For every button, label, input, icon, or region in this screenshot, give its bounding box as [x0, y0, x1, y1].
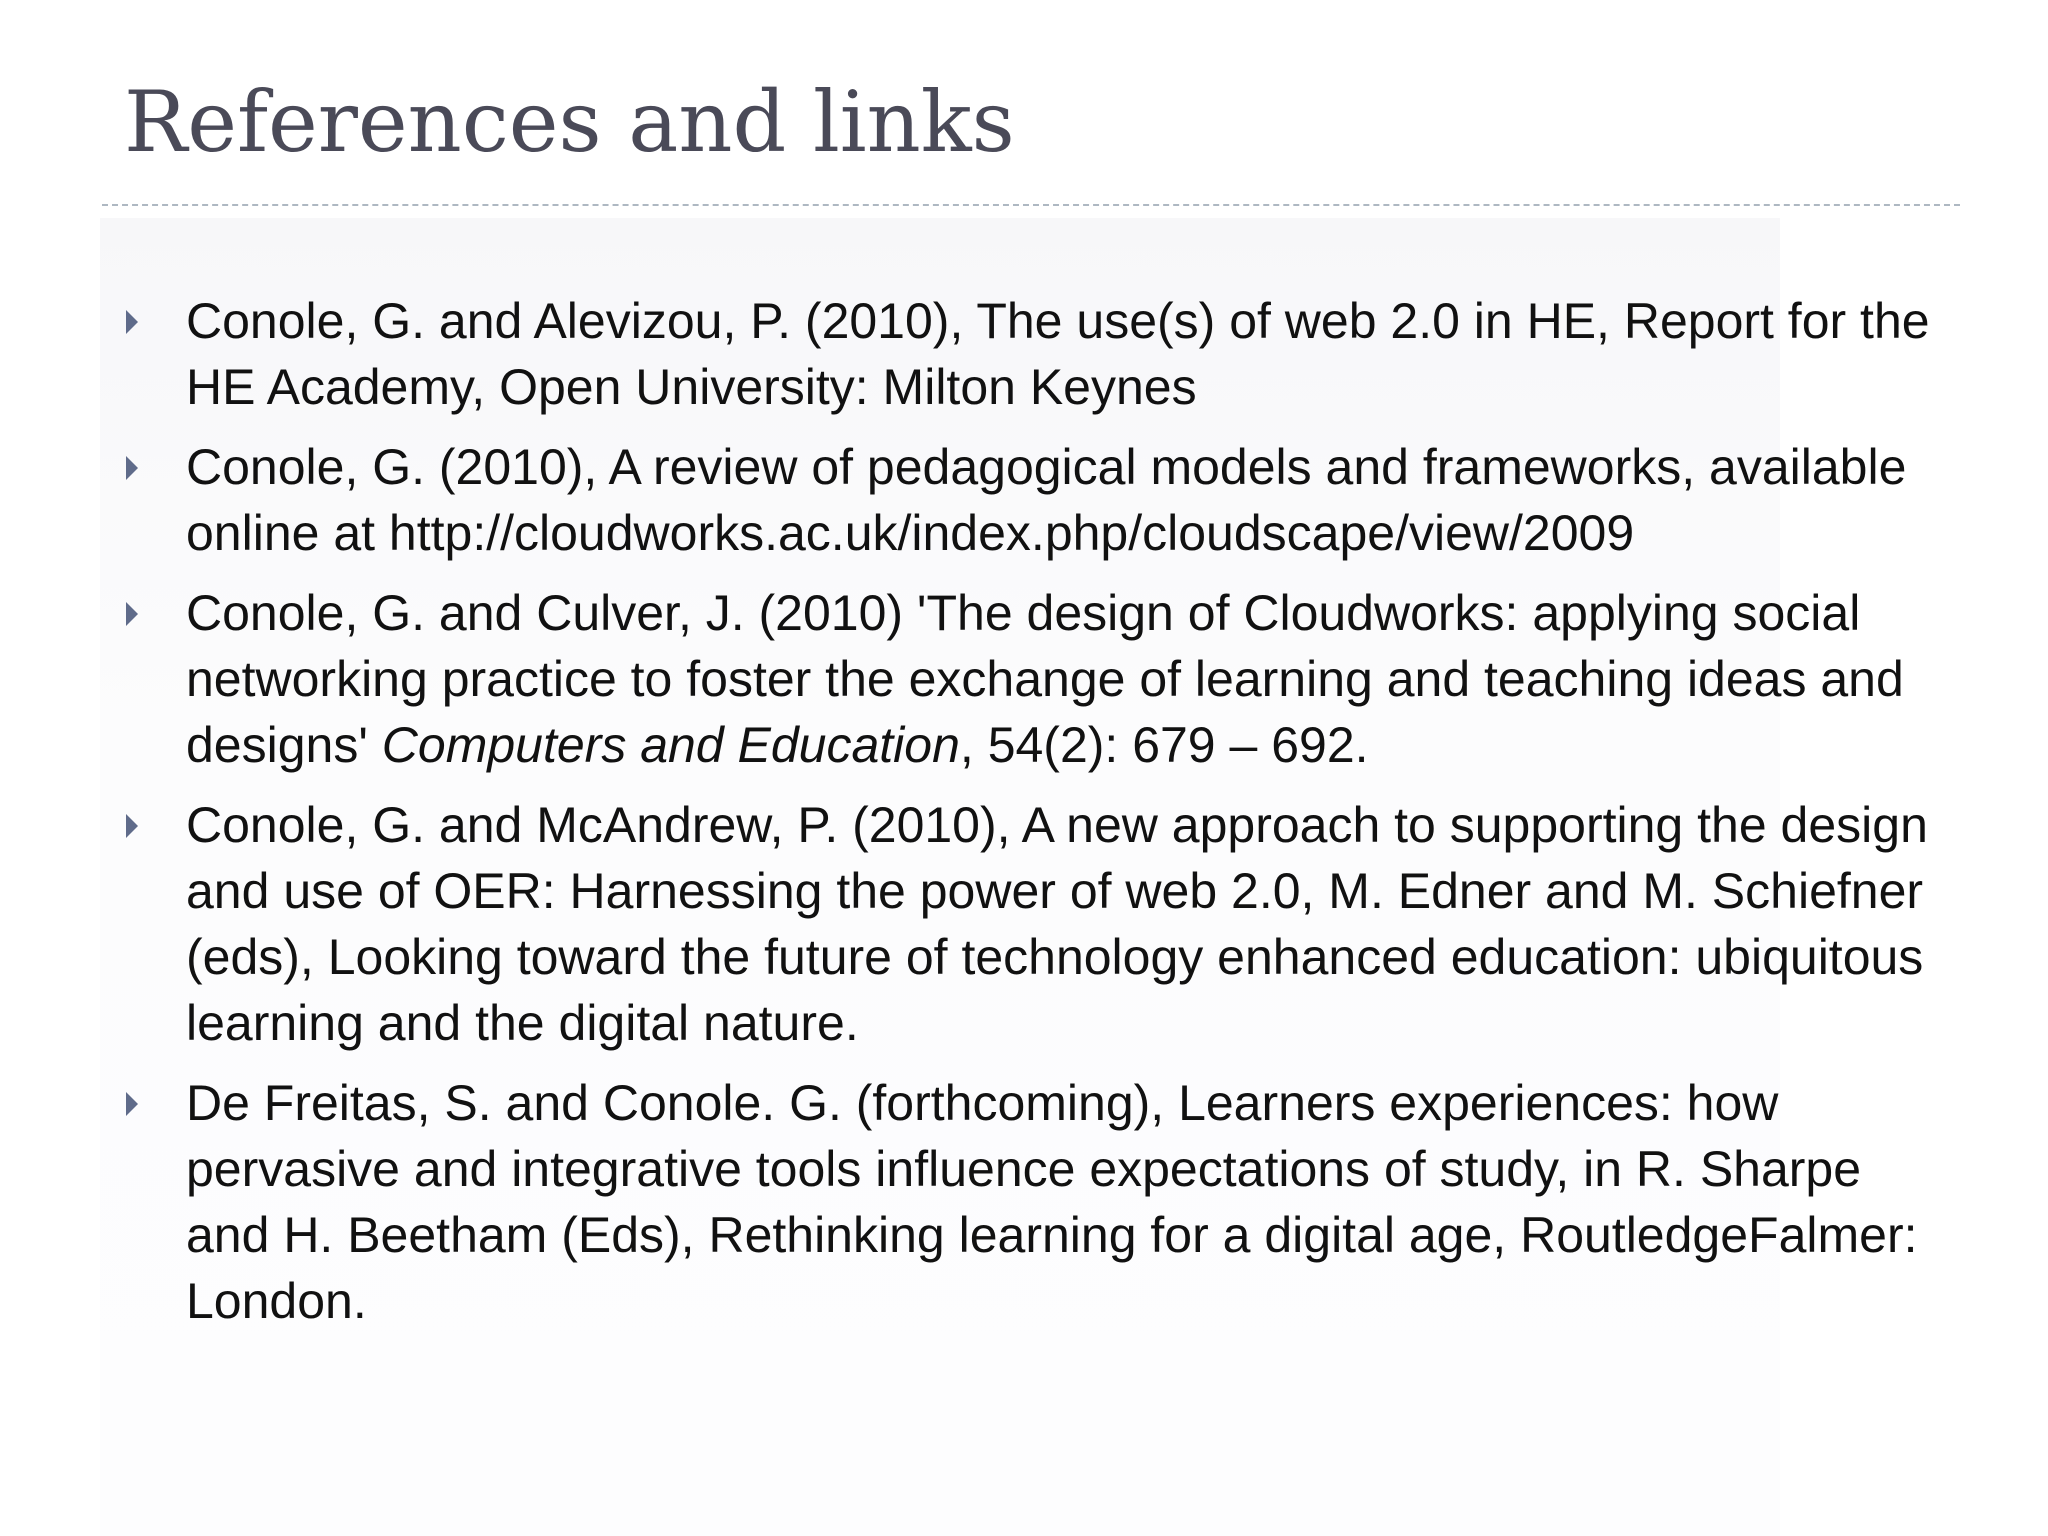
reference-text: Conole, G. and Alevizou, P. (2010), The use(s) of web 2.0 in HE, Report for the HE Academy, Open University: Milton Keynes — [186, 293, 1930, 415]
reference-text-end: , 54(2): 679 – 692. — [959, 717, 1369, 773]
triangle-bullet-icon — [126, 456, 138, 480]
triangle-bullet-icon — [126, 1092, 138, 1116]
reference-text: Conole, G. and McAndrew, P. (2010), A new approach to supporting the design and use of OER: Harnessing the power of web 2.0, M. Edner and M. Schiefner (eds), Looking toward the future of technology enhanced education: ubiquitous learning and the digital nature. — [186, 797, 1928, 1051]
reference-list — [118, 288, 1948, 1348]
reference-text: De Freitas, S. and Conole. G. (forthcoming), Learners experiences: how pervasive and integrative tools influence expectations of study, in R. Sharpe and H. Beetham (Eds), Rethinking learning for a digital age, RoutledgeFalmer: London. — [186, 1075, 1918, 1329]
reference-item — [118, 792, 1948, 1056]
reference-item — [118, 434, 1948, 566]
reference-item — [118, 580, 1948, 778]
triangle-bullet-icon — [126, 602, 138, 626]
slide-title: References and links — [124, 73, 1015, 171]
title-divider — [102, 204, 1960, 206]
journal-title: Computers and Education — [381, 717, 960, 773]
reference-text-start: Conole, G. and Culver, J. (2010) 'The design of Cloudworks: applying social networking practice to foster the exchange of learning and teaching ideas and designs' — [186, 585, 1904, 773]
triangle-bullet-icon — [126, 814, 138, 838]
triangle-bullet-icon — [126, 310, 138, 334]
reference-item — [118, 288, 1948, 420]
reference-text — [186, 580, 1948, 778]
reference-text: Conole, G. (2010), A review of pedagogical models and frameworks, available online at http://cloudworks.ac.uk/index.php/cloudscape/view/2009 — [186, 439, 1907, 561]
reference-item — [118, 1070, 1948, 1334]
